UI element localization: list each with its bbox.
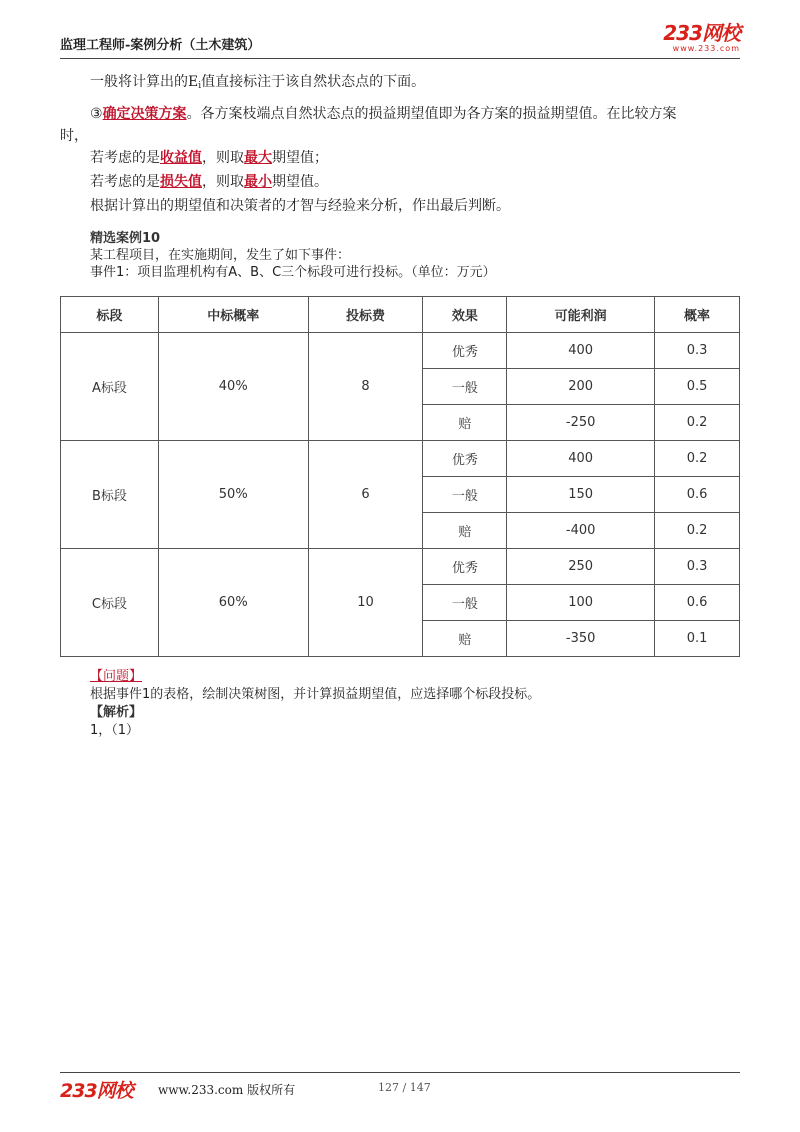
- page-number: 127 / 147: [378, 1081, 431, 1094]
- subscript-i: i: [198, 81, 202, 91]
- paragraph-1-text: 一般将计算出的E: [90, 74, 199, 90]
- footer-brand-logo: 233网校: [60, 1080, 133, 1102]
- cell-profit: 200: [507, 369, 655, 405]
- paragraph-3-post: 期望值；: [272, 150, 328, 166]
- col-header-win-probability: 中标概率: [158, 297, 308, 333]
- cell-effect: 优秀: [423, 333, 507, 369]
- paragraph-3-pre: 若考虑的是: [90, 150, 160, 166]
- col-header-profit: 可能利润: [507, 297, 655, 333]
- paragraph-4: [90, 172, 328, 192]
- cell-effect: 优秀: [423, 549, 507, 585]
- footer-divider: [60, 1072, 740, 1073]
- step-number: ③: [90, 106, 103, 122]
- link-income-value[interactable]: 收益值: [160, 150, 202, 166]
- paragraph-4-post: 期望值。: [272, 174, 328, 190]
- cell-effect: 一般: [423, 369, 507, 405]
- paragraph-3: [90, 148, 328, 168]
- cell-win-probability: 60%: [158, 549, 308, 657]
- cell-probability: 0.1: [655, 621, 740, 657]
- cell-probability: 0.2: [655, 441, 740, 477]
- col-header-effect: 效果: [423, 297, 507, 333]
- paragraph-5: 根据计算出的期望值和决策者的才智与经验来分析，作出最后判断。: [90, 198, 510, 214]
- paragraph-1-text-end: 值直接标注于该自然状态点的下面。: [201, 74, 426, 90]
- cell-win-probability: 40%: [158, 333, 308, 441]
- case-event-1: 事件1：项目监理机构有A、B、C三个标段可进行投标。（单位：万元）: [90, 265, 496, 280]
- cell-bid-fee: 10: [308, 549, 423, 657]
- link-minimum[interactable]: 最小: [244, 174, 272, 190]
- document-title: 监理工程师-案例分析（土木建筑）: [60, 38, 261, 53]
- cell-profit: 100: [507, 585, 655, 621]
- link-decision-plan[interactable]: 确定决策方案: [102, 106, 187, 122]
- cell-section: B标段: [61, 441, 159, 549]
- table-header-row: [61, 297, 740, 333]
- paragraph-3-mid: ，则取: [202, 150, 244, 166]
- brand-logo-url: www.233.com: [672, 44, 740, 53]
- cell-profit: -400: [507, 513, 655, 549]
- cell-probability: 0.2: [655, 405, 740, 441]
- cell-probability: 0.3: [655, 333, 740, 369]
- brand-logo-text: 233网校: [663, 21, 740, 45]
- case-intro: 某工程项目，在实施期间，发生了如下事件：: [90, 248, 351, 263]
- cell-profit: -350: [507, 621, 655, 657]
- table-row: [61, 441, 740, 477]
- cell-profit: 400: [507, 333, 655, 369]
- cell-profit: -250: [507, 405, 655, 441]
- paragraph-1: [90, 72, 425, 96]
- cell-section: C标段: [61, 549, 159, 657]
- col-header-bid-fee: 投标费: [308, 297, 423, 333]
- cell-probability: 0.3: [655, 549, 740, 585]
- question-label-text: 【问题】: [90, 669, 143, 684]
- footer-copyright: www.233.com 版权所有: [158, 1083, 296, 1097]
- cell-profit: 150: [507, 477, 655, 513]
- question-label: [90, 668, 142, 685]
- cell-win-probability: 50%: [158, 441, 308, 549]
- cell-section: A标段: [61, 333, 159, 441]
- question-text: 根据事件1的表格，绘制决策树图，并计算损益期望值，应选择哪个标段投标。: [90, 687, 541, 702]
- col-header-section: 标段: [61, 297, 159, 333]
- cell-bid-fee: 6: [308, 441, 423, 549]
- cell-probability: 0.6: [655, 585, 740, 621]
- col-header-probability: 概率: [655, 297, 740, 333]
- page-header: [60, 22, 740, 58]
- cell-effect: 赔: [423, 405, 507, 441]
- paragraph-2-continuation: 时，: [60, 128, 88, 144]
- cell-effect: 优秀: [423, 441, 507, 477]
- table-row: [61, 549, 740, 585]
- cell-effect: 一般: [423, 585, 507, 621]
- cell-effect: 赔: [423, 513, 507, 549]
- cell-bid-fee: 8: [308, 333, 423, 441]
- cell-effect: 一般: [423, 477, 507, 513]
- cell-probability: 0.5: [655, 369, 740, 405]
- cell-profit: 250: [507, 549, 655, 585]
- paragraph-4-pre: 若考虑的是: [90, 174, 160, 190]
- cell-effect: 赔: [423, 621, 507, 657]
- page-footer: [60, 1076, 740, 1100]
- paragraph-2-text: 。各方案枝端点自然状态点的损益期望值即为各方案的损益期望值。在比较方案: [186, 106, 677, 122]
- cell-profit: 400: [507, 441, 655, 477]
- cell-probability: 0.2: [655, 513, 740, 549]
- paragraph-2: [90, 104, 677, 124]
- answer-start: 1，（1）: [90, 723, 140, 738]
- link-maximum[interactable]: 最大: [244, 150, 272, 166]
- paragraph-4-mid: ，则取: [202, 174, 244, 190]
- brand-logo: [640, 22, 740, 58]
- bid-section-table: [60, 296, 740, 657]
- header-divider: [60, 58, 740, 59]
- analysis-label: 【解析】: [90, 705, 143, 720]
- table-row: [61, 333, 740, 369]
- cell-probability: 0.6: [655, 477, 740, 513]
- link-loss-value[interactable]: 损失值: [160, 174, 202, 190]
- case-title: 精选案例10: [90, 231, 161, 246]
